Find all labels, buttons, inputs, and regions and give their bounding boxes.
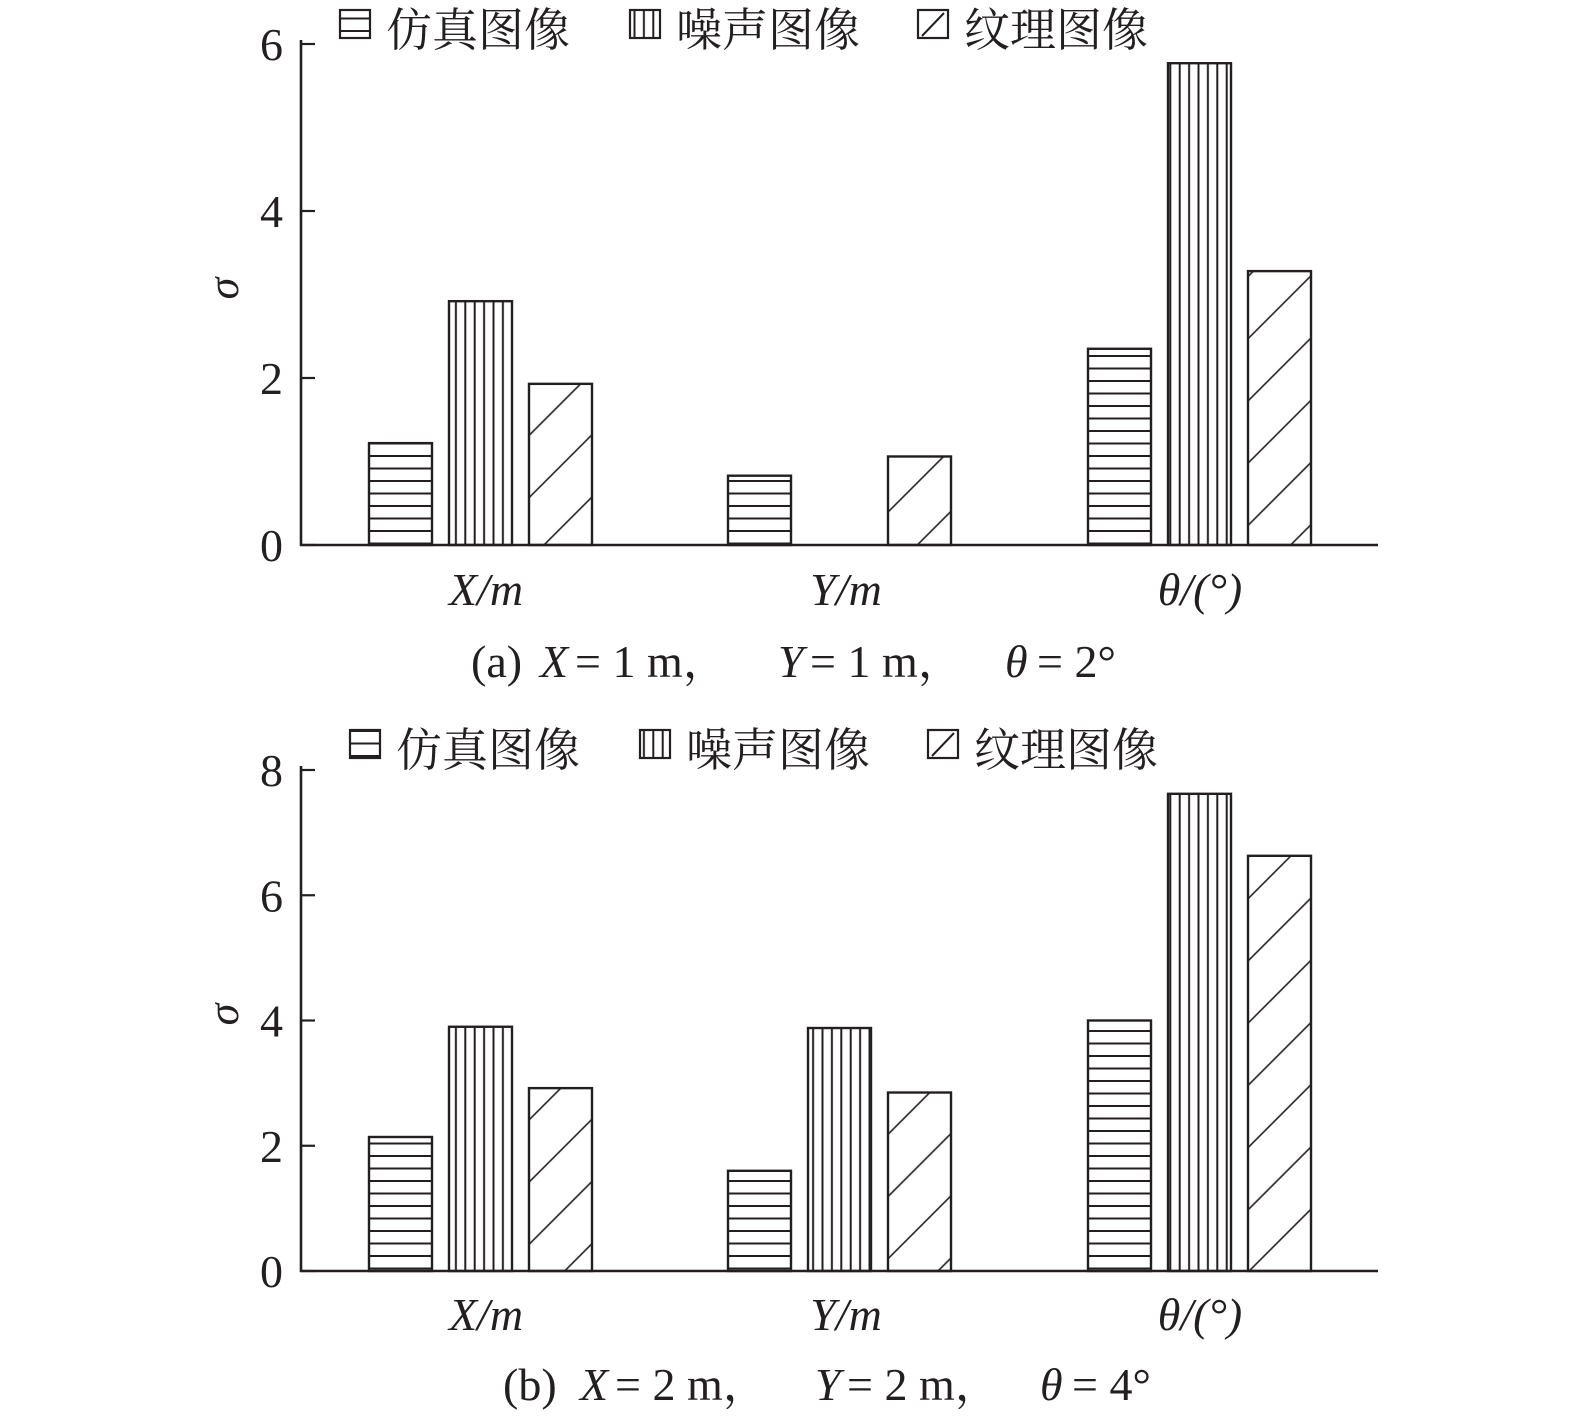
y-tick-label: 2 xyxy=(260,353,283,404)
bar-1-2 xyxy=(728,1171,791,1271)
y-axis-label: σ xyxy=(199,277,248,300)
legend-label-3: 纹理图像 xyxy=(974,723,1158,777)
caption-val-y: = 1 m， xyxy=(810,636,964,687)
legend-swatch-hatch xyxy=(922,13,944,36)
bar-3-1 xyxy=(529,384,592,545)
legend-label-1: 仿真图像 xyxy=(386,3,570,57)
legend-swatch-2 xyxy=(630,10,660,38)
legend-label-2: 噪声图像 xyxy=(676,3,860,57)
chart-panel-a xyxy=(199,3,1378,687)
category-label: X/m xyxy=(448,564,524,615)
category-label: X/m xyxy=(448,1289,524,1340)
y-tick-label: 6 xyxy=(260,19,283,70)
legend-swatch-1 xyxy=(340,10,370,38)
category-label: Y/m xyxy=(810,1289,882,1340)
caption-var-x: X xyxy=(540,636,569,687)
bar-2-3 xyxy=(1168,63,1231,545)
y-tick-label: 0 xyxy=(260,520,283,571)
bar-2-1 xyxy=(449,301,512,545)
caption-val-theta: = 4° xyxy=(1072,1359,1151,1410)
caption-prefix: (a) xyxy=(471,636,523,687)
y-tick-label: 8 xyxy=(260,745,283,796)
legend-swatch-hatch xyxy=(932,733,954,756)
y-tick-label: 4 xyxy=(260,995,283,1047)
legend-swatch-1 xyxy=(350,730,380,758)
caption-var-y: Y xyxy=(778,636,804,687)
bar-1-3 xyxy=(1088,1021,1151,1272)
bar-3-3 xyxy=(1248,271,1311,545)
bar-1-3 xyxy=(1088,349,1151,545)
bar-2-2 xyxy=(808,1028,871,1271)
y-tick-label: 6 xyxy=(260,870,283,922)
chart-panel-b xyxy=(199,723,1378,1410)
caption-var-x: X xyxy=(580,1359,609,1410)
category-label: Y/m xyxy=(810,564,882,615)
y-tick-label: 0 xyxy=(260,1246,283,1297)
bar-3-3 xyxy=(1248,856,1311,1271)
legend-label-3: 纹理图像 xyxy=(964,3,1148,57)
y-axis-label: σ xyxy=(199,1003,248,1026)
legend-label-2: 噪声图像 xyxy=(686,723,870,777)
y-tick-label: 2 xyxy=(260,1120,283,1172)
caption-val-x: = 2 m， xyxy=(615,1359,769,1410)
bar-3-1 xyxy=(529,1088,592,1271)
caption-var-theta: θ xyxy=(1040,1359,1063,1410)
legend-swatch-2 xyxy=(640,730,670,758)
caption-val-x: = 1 m， xyxy=(575,636,729,687)
legend-label-1: 仿真图像 xyxy=(396,723,580,777)
bar-2-1 xyxy=(449,1027,512,1271)
caption-val-y: = 2 m， xyxy=(847,1359,1001,1410)
category-label: θ/(°) xyxy=(1157,1289,1243,1340)
caption-var-y: Y xyxy=(815,1359,841,1410)
bar-3-2 xyxy=(888,1093,951,1271)
caption-prefix: (b) xyxy=(503,1359,557,1410)
y-tick-label: 4 xyxy=(260,186,283,237)
bar-1-1 xyxy=(369,443,432,545)
caption-var-theta: θ xyxy=(1005,636,1028,687)
bar-1-1 xyxy=(369,1137,432,1271)
category-label: θ/(°) xyxy=(1157,564,1243,615)
caption-val-theta: = 2° xyxy=(1037,636,1116,687)
bar-1-2 xyxy=(728,476,791,545)
bar-3-2 xyxy=(888,456,951,545)
bar-2-3 xyxy=(1168,794,1231,1271)
